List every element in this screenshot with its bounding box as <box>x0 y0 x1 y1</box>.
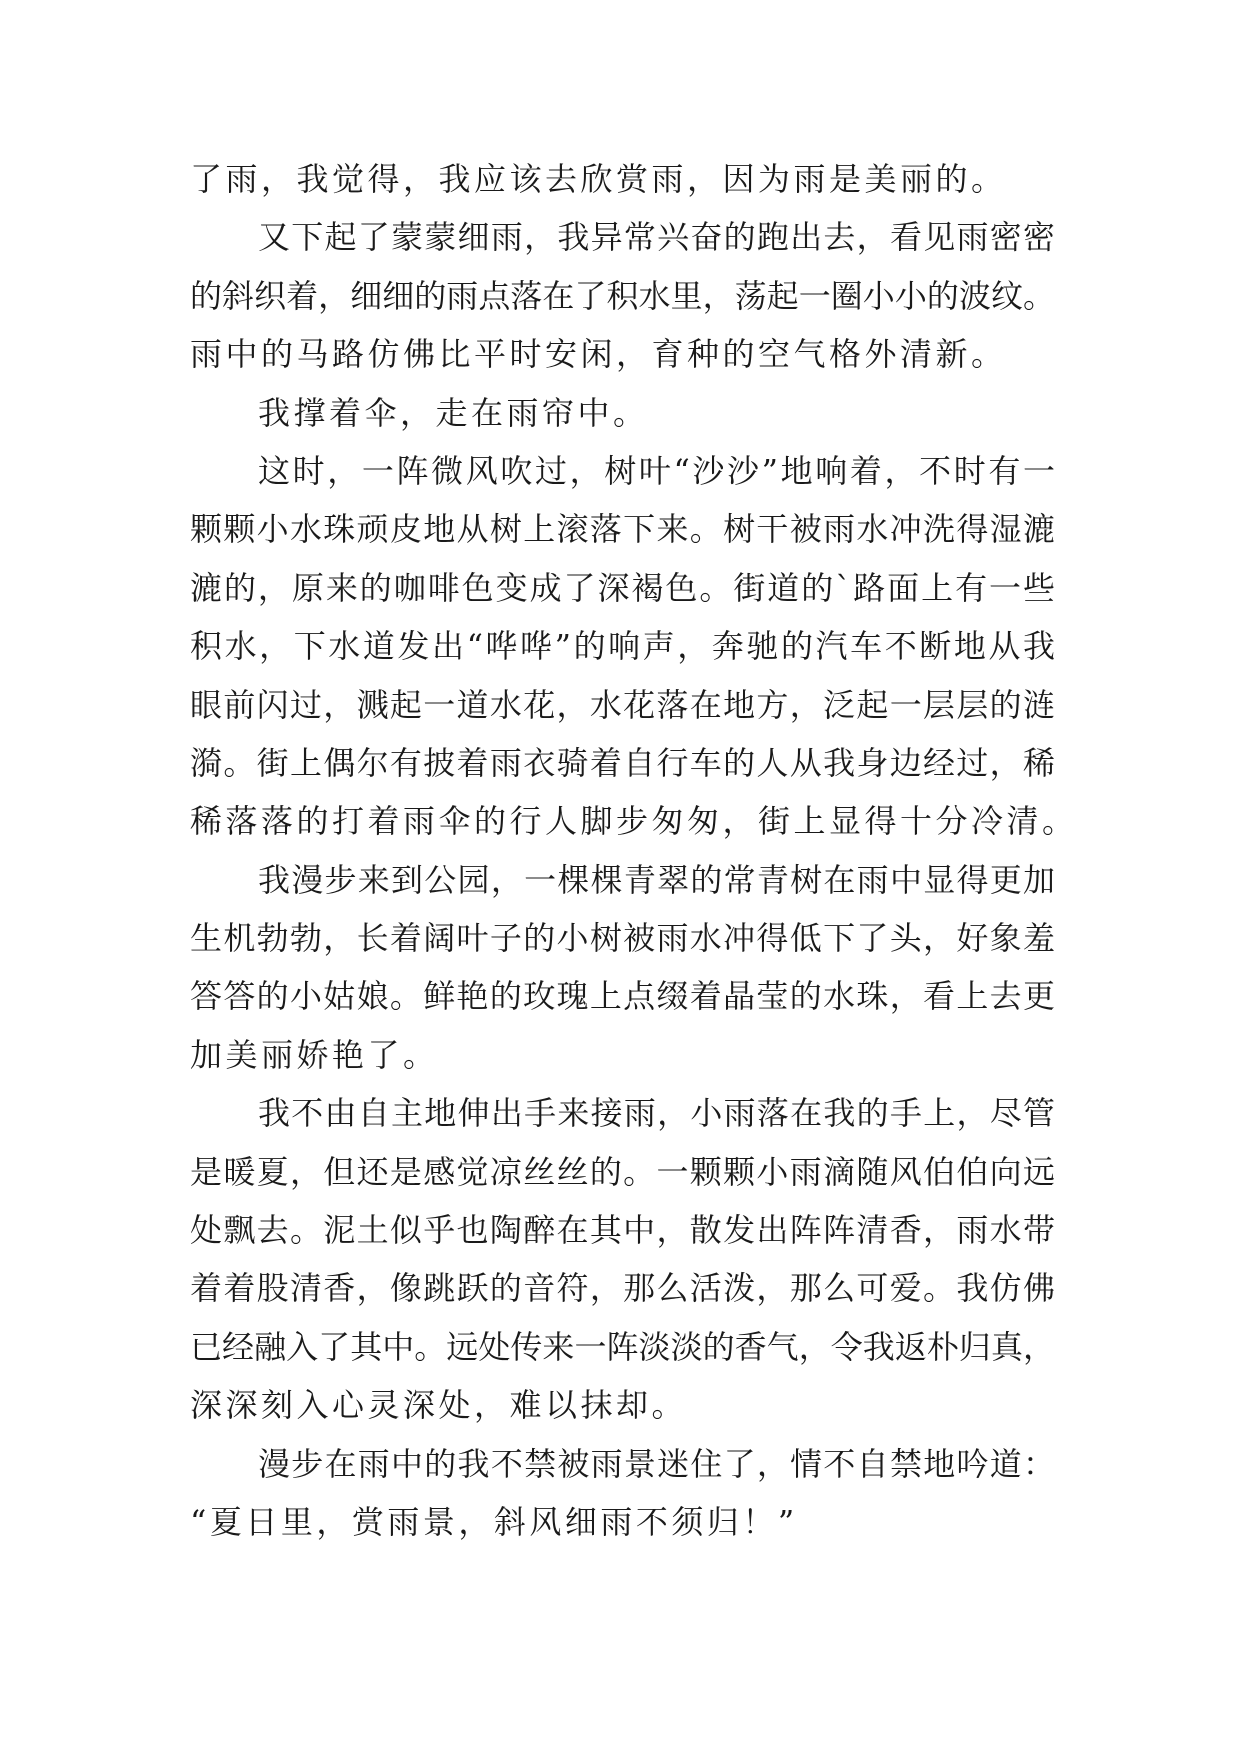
text-line: 加美丽娇艳了。 <box>190 1035 439 1074</box>
text-line: 漉的，原来的咖啡色变成了深褐色。街道的`路面上有一些 <box>190 568 1055 607</box>
text-line: 的斜织着，细细的雨点落在了积水里，荡起一圈小小的波纹。 <box>190 276 1055 315</box>
text-line: “夏日里，赏雨景，斜风细雨不须归！” <box>190 1502 798 1541</box>
paragraph-first-line: 漫步在雨中的我不禁被雨景迷住了，情不自禁地吟道： <box>258 1444 1055 1483</box>
text-line: 是暖夏，但还是感觉凉丝丝的。一颗颗小雨滴随风伯伯向远 <box>190 1152 1055 1191</box>
document-page <box>190 150 1078 1551</box>
paragraph-first-line: 我漫步来到公园，一棵棵青翠的常青树在雨中显得更加 <box>258 860 1055 899</box>
text-line: 积水，下水道发出“哗哗”的响声，奔驰的汽车不断地从我 <box>190 627 1055 666</box>
paragraph-first-line: 这时，一阵微风吹过，树叶“沙沙”地响着，不时有一 <box>258 451 1055 490</box>
paragraph-first-line: 又下起了蒙蒙细雨，我异常兴奋的跑出去，看见雨密密 <box>258 218 1055 257</box>
text-line: 生机勃勃，长着阔叶子的小树被雨水冲得低下了头，好象羞 <box>190 919 1055 958</box>
text-line: 深深刻入心灵深处，难以抹却。 <box>190 1386 688 1425</box>
paragraph-first-line: 我撑着伞，走在雨帘中。 <box>258 393 649 432</box>
paragraph-first-line: 我不由自主地伸出手来接雨，小雨落在我的手上，尽管 <box>258 1094 1055 1133</box>
text-line: 稀落落的打着雨伞的行人脚步匆匆，街上显得十分冷清。 <box>190 802 1078 841</box>
text-line: 雨中的马路仿佛比平时安闲，育种的空气格外清新。 <box>190 335 1007 374</box>
text-line: 眼前闪过，溅起一道水花，水花落在地方，泛起一层层的涟 <box>190 685 1055 724</box>
text-line: 已经融入了其中。远处传来一阵淡淡的香气，令我返朴归真， <box>190 1327 1055 1366</box>
text-line: 颗颗小水珠顽皮地从树上滚落下来。树干被雨水冲洗得湿漉 <box>190 510 1055 549</box>
text-line: 答答的小姑娘。鲜艳的玫瑰上点缀着晶莹的水珠，看上去更 <box>190 977 1055 1016</box>
text-line: 处飘去。泥土似乎也陶醉在其中，散发出阵阵清香，雨水带 <box>190 1211 1055 1250</box>
text-line: 漪。街上偶尔有披着雨衣骑着自行车的人从我身边经过，稀 <box>190 743 1055 782</box>
text-line: 了雨，我觉得，我应该去欣赏雨，因为雨是美丽的。 <box>190 160 1007 198</box>
text-line: 着着股清香，像跳跃的音符，那么活泼，那么可爱。我仿佛 <box>190 1269 1055 1308</box>
